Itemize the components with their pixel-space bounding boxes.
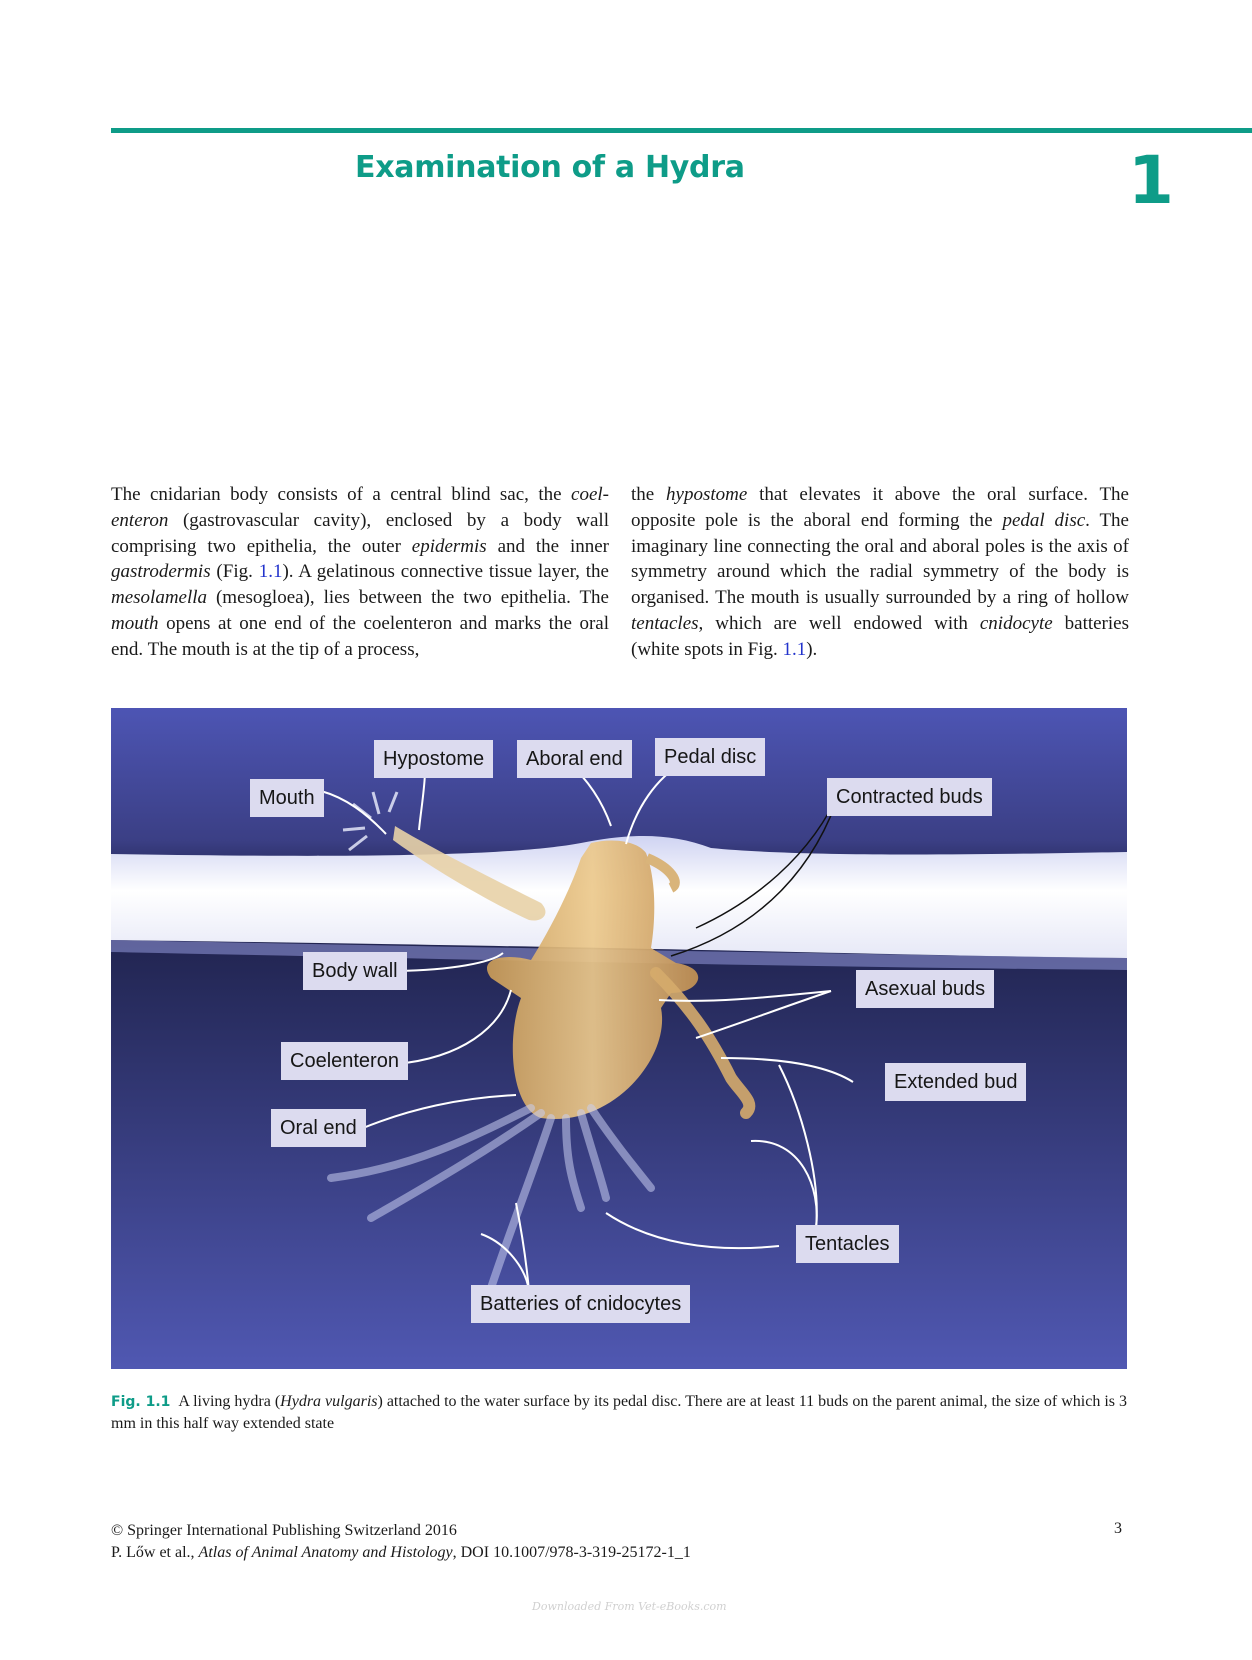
label-contracted-buds: Contracted buds xyxy=(827,778,992,816)
body-column-right xyxy=(631,482,1129,663)
italic-term: cnidocyte xyxy=(979,612,1053,634)
text-run: opens at one end of the coelenteron and marks the oral end. The mouth is at the tip of a process, xyxy=(111,612,609,660)
text-run: ). xyxy=(806,638,818,660)
italic-term: tentacles xyxy=(631,612,699,634)
watermark: Downloaded From Vet-eBooks.com xyxy=(532,1600,727,1613)
caption-fig-label: Fig. 1.1 xyxy=(111,1394,171,1410)
footer-copyright: © Springer International Publishing Switzerland 2016 xyxy=(111,1522,457,1539)
figure-ref-link[interactable]: 1.1 xyxy=(782,638,807,660)
italic-term: gastrodermis xyxy=(111,561,211,583)
text-run: and the inner xyxy=(486,535,610,557)
caption-species: Hydra vulgaris xyxy=(280,1393,378,1410)
label-extended-bud: Extended bud xyxy=(885,1063,1026,1101)
page-number: 3 xyxy=(1114,1520,1122,1537)
label-tentacles: Tentacles xyxy=(796,1225,899,1263)
caption-text-pre: A living hydra ( xyxy=(178,1393,281,1410)
italic-term: hypostome xyxy=(666,484,748,505)
italic-term: mouth xyxy=(111,612,159,634)
label-aboral-end: Aboral end xyxy=(517,740,632,778)
label-asexual-buds: Asexual buds xyxy=(856,970,994,1008)
text-run: batteries (white spots in Fig. xyxy=(631,612,1129,660)
body-column-left xyxy=(111,482,609,663)
label-pedal-disc: Pedal disc xyxy=(655,738,765,776)
chapter-number: 1 xyxy=(1128,142,1174,219)
label-batteries: Batteries of cnidocytes xyxy=(471,1285,690,1323)
text-run: (mesogloea), lies between the two epithelia. The xyxy=(207,587,609,609)
figure-hydra-photo xyxy=(111,708,1127,1369)
label-hypostome: Hypostome xyxy=(374,740,493,778)
text-run: (gastrovascular cavity), enclosed by a body wall comprising two epithelia, the outer xyxy=(111,509,609,557)
text-run: that elevates it above the oral surface. The opposite pole is the aboral end forming the xyxy=(631,484,1129,531)
footer-doi: , DOI 10.1007/978-3-319-25172-1_1 xyxy=(452,1544,691,1561)
italic-term: coel-enteron xyxy=(111,484,609,531)
footer-citation xyxy=(111,1542,691,1564)
italic-term: pedal disc xyxy=(1002,509,1086,531)
chapter-title: Examination of a Hydra xyxy=(355,150,745,185)
label-coelenteron: Coelenteron xyxy=(281,1042,408,1080)
chapter-rule xyxy=(111,128,1252,133)
text-run: the xyxy=(631,484,667,505)
footer-book-title: Atlas of Animal Anatomy and Histology xyxy=(198,1544,453,1561)
label-body-wall: Body wall xyxy=(303,952,407,990)
text-run: . The imaginary line connecting the oral and aboral poles is the axis of symmetry around which the radial symmetry of the body is organised. The mouth is usually surrounded by a ring of hollow xyxy=(631,509,1129,609)
label-mouth: Mouth xyxy=(250,779,324,817)
italic-term: epidermis xyxy=(411,535,487,557)
page-footer xyxy=(111,1520,691,1564)
text-run: , which are well endowed with xyxy=(698,612,980,634)
text-run: ). A gelatinous connective tissue layer, the xyxy=(282,561,609,583)
text-run: The cnidarian body consists of a central blind sac, the xyxy=(111,484,572,505)
text-run: (Fig. xyxy=(210,561,259,583)
footer-authors: P. Lőw et al., xyxy=(111,1544,199,1561)
italic-term: mesolamella xyxy=(111,587,208,609)
caption-text-post: ) attached to the water surface by its pedal disc. There are at least 11 buds on the parent animal, the size of which is 3 mm in this half way extended state xyxy=(111,1393,1127,1432)
figure-caption xyxy=(111,1391,1127,1435)
figure-ref-link[interactable]: 1.1 xyxy=(258,561,283,583)
label-oral-end: Oral end xyxy=(271,1109,366,1147)
